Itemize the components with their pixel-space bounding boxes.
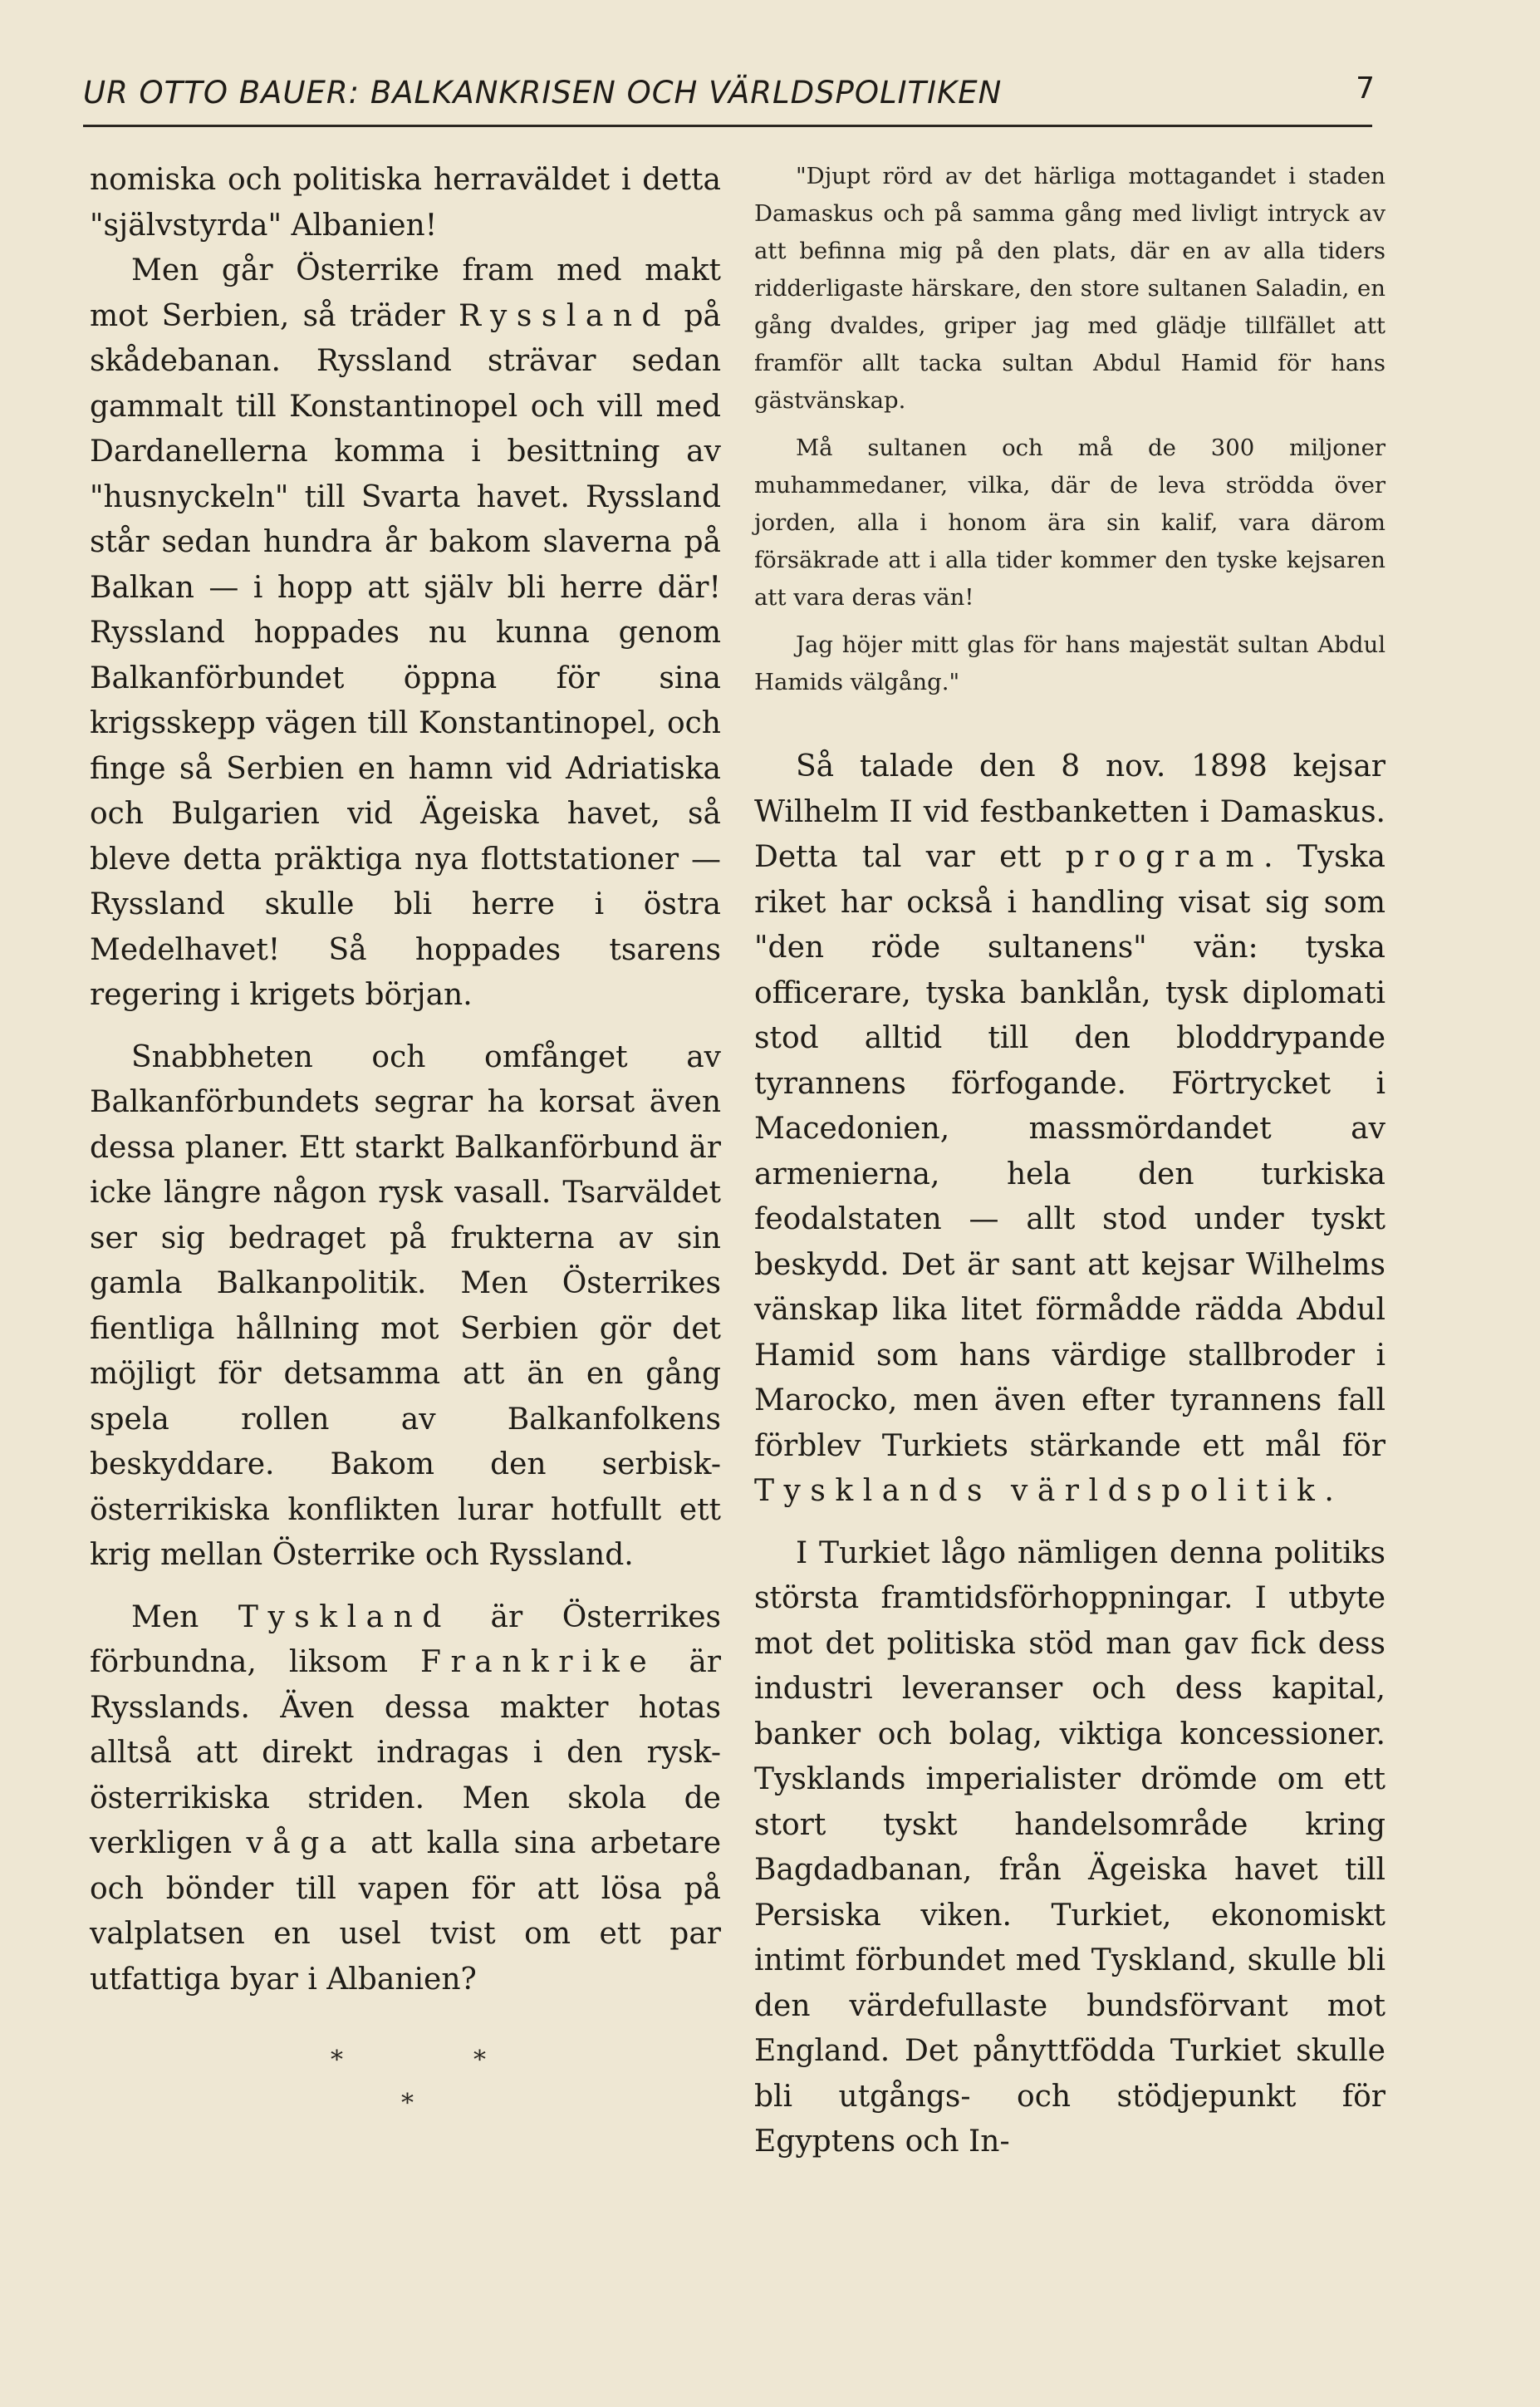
paragraph-text: Snabbheten och omfånget av Balkanförbundets segrar ha korsat även dessa planer. Ett starkt Balkanförbund är icke längre någon rysk vasall. Tsarväldet ser sig bedraget på frukterna av sin gamla Balkanpolitik. Men Österrikes fientliga hållning mot Serbien gör det möjligt för detsamma att än en gång spela rollen av Balkanfolkens beskyddare. Bakom den serbisk-österrikiska konflikten lurar hotfullt ett krig mellan Österrike och Ryssland. <box>90 1039 721 1572</box>
quotation-paragraph <box>754 158 1386 420</box>
paragraph <box>90 1035 721 1579</box>
paragraph <box>754 1531 1386 2165</box>
paragraph-text: Men <box>131 1599 238 1634</box>
quotation-text: Må sultanen och må de 300 miljoner muhammedaner, vilka, där de leva strödda över jorden, alla i honom ära sin kalif, vara därom försäkrade att i alla tider kommer den tyske kejsaren att vara deras vän! <box>754 435 1386 611</box>
spaced-emphasis: Tysklands världspolitik <box>754 1474 1325 1508</box>
running-head: UR OTTO BAUER: BALKANKRISEN OCH VÄRLDSPOLITIKEN <box>83 75 1003 111</box>
paragraph-text: Så talade den 8 nov. 1898 kejsar Wilhelm II vid festbanketten i Damaskus. Detta tal var ett <box>754 749 1386 874</box>
paragraph <box>90 248 721 1019</box>
quotation-text: Jag höjer mitt glas för hans majestät sultan Abdul Hamids välgång." <box>754 631 1386 695</box>
paragraph-text: är Österrikes förbundna, liksom <box>90 1599 722 1679</box>
paragraph-text: I Turkiet lågo nämligen denna politiks största framtidsförhoppningar. I utbyte mot det politiska stöd man gav fick dess industri leveranser och dess kapital, banker och bolag, viktiga koncessioner. Tysklands imperialister drömde om ett stort tyskt handelsområde kring Bagdadbanan, från Ägeiska havet till Persiska viken. Turkiet, ekonomiskt intimt förbundet med Tyskland, skulle bli den värdefullaste bundsförvant mot England. Det pånyttfödda Turkiet skulle bli utgångs- och stödjepunkt för Egyptens och In- <box>754 1535 1386 2159</box>
asterisk: * <box>331 2046 343 2075</box>
spaced-emphasis: Ryssland <box>459 298 671 333</box>
paragraph-text: Men går Österrike fram med makt mot Serbien, så träder <box>90 253 721 333</box>
spaced-emphasis: Frankrike <box>420 1645 657 1679</box>
left-column <box>90 158 721 2137</box>
right-column <box>754 158 1386 2165</box>
paragraph <box>90 158 721 248</box>
paragraph <box>90 1595 721 2003</box>
paragraph-text: att kalla sina arbetare och bönder till vapen för att lösa på valplatsen en usel tvist om ett par utfattiga byar i Albanien? <box>90 1826 721 1997</box>
paragraph-text: nomiska och politiska herraväldet i detta "självstyrda" Albanien! <box>90 163 721 243</box>
paragraph <box>754 744 1386 1515</box>
quotation-text: "Djupt rörd av det härliga mottagandet i staden Damaskus och på samma gång med livligt intryck av att befinna mig på den plats, där en av alla tiders ridderligaste härskare, den store sultanen Saladin, en gång dvaldes, griper jag med glädje tillfället att framför allt tacka sultan Abdul Hamid för hans gästvänskap. <box>754 163 1386 414</box>
spaced-emphasis: Tyskland <box>238 1599 451 1634</box>
spaced-emphasis: program <box>1065 840 1264 874</box>
page-number: 7 <box>1356 71 1375 106</box>
spaced-emphasis: våga <box>246 1826 356 1860</box>
paragraph-text: på skådebanan. Ryssland strävar sedan gammalt till Konstantinopel och vill med Dardanellerna komma i besittning av "husnyckeln" till Svarta havet. Ryssland står sedan hundra år bakom slaverna på Balkan — i hopp att själv bli herre där! Ryssland hoppades nu kunna genom Balkanförbundet öppna för sina krigsskepp vägen till Konstantinopel, och finge så Serbien en hamn vid Adriatiska och Bulgarien vid Ägeiska havet, så bleve detta präktiga nya flottstationer — Ryssland skulle bli herre i östra Medelhavet! Så hoppades tsarens regering i krigets början. <box>90 298 722 1012</box>
paragraph-text: . Tyska riket har också i handling visat sig som "den röde sultanens" vän: tyska officerare, tyska banklån, tysk diplomati stod alltid till den bloddrypande tyrannens förfogande. Förtrycket i Macedonien, massmördandet av armenierna, hela den turkiska feodalstaten — allt stod under tyskt beskydd. Det är sant att kejsar Wilhelms vänskap lika litet förmådde rädda Abdul Hamid som hans värdige stallbroder i Marocko, men även efter tyrannens fall förblev Turkiets stärkande ett mål för <box>754 840 1386 1463</box>
paragraph-text: är Rysslands. Även dessa makter hotas alltså att direkt indragas i den rysk-österrikiska striden. Men skola de verkligen <box>90 1645 721 1860</box>
section-separator <box>90 2046 721 2137</box>
asterisk: * <box>473 2046 486 2075</box>
header-rule <box>83 125 1372 127</box>
paragraph-text: . <box>1324 1474 1334 1508</box>
asterisk: * <box>401 2089 414 2118</box>
quotation-paragraph <box>754 626 1386 701</box>
quotation-paragraph <box>754 430 1386 616</box>
page-header <box>83 71 1379 125</box>
